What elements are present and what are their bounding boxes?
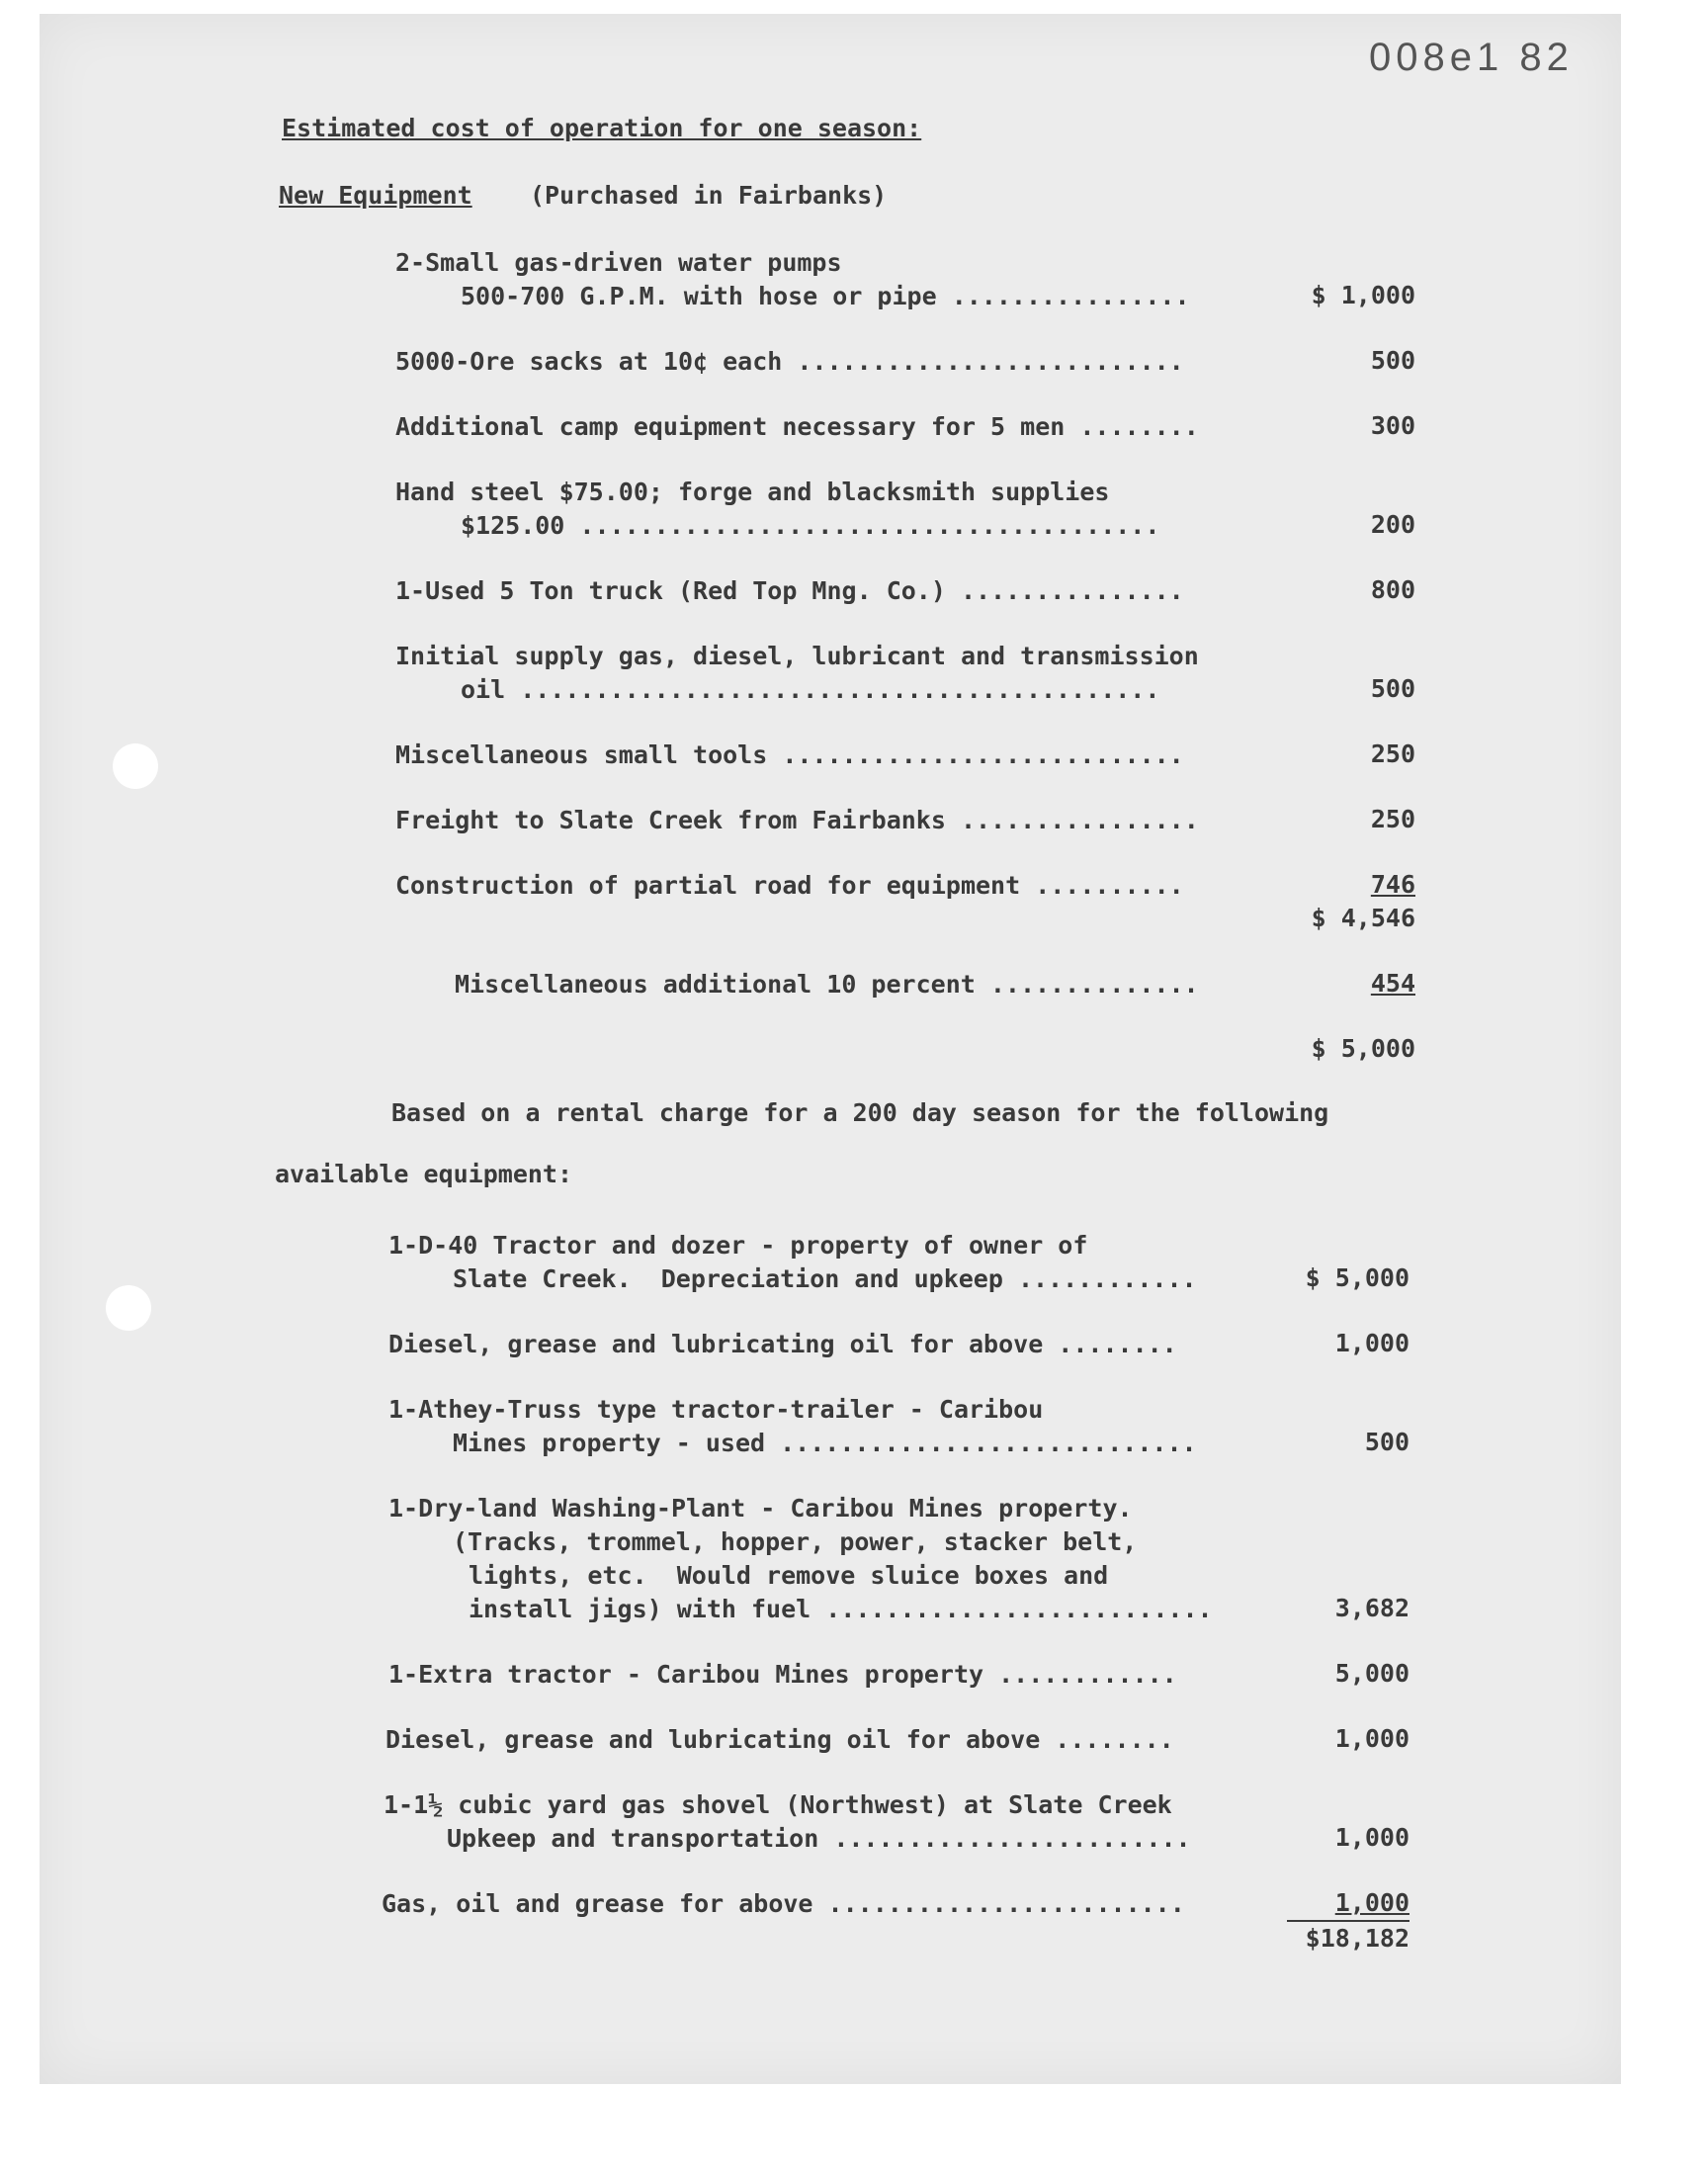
subtotal-amount: $ 4,546: [1311, 904, 1415, 932]
item-line: Slate Creek. Depreciation and upkeep ............: [453, 1264, 1197, 1293]
misc-amount: 454: [1370, 969, 1415, 998]
misc-label: Miscellaneous additional 10 percent ..............: [455, 970, 1199, 999]
item-amount: 500: [1370, 346, 1415, 375]
item-amount: 746: [1370, 870, 1415, 899]
item-amount: 3,682: [1334, 1594, 1409, 1622]
item-amount: 250: [1370, 805, 1415, 833]
total-rule: [1287, 1920, 1409, 1922]
item-line: 500-700 G.P.M. with hose or pipe ................: [461, 282, 1190, 310]
item-line: Initial supply gas, diesel, lubricant and transmission: [395, 642, 1199, 670]
item-line: install jigs) with fuel ..........................: [469, 1595, 1213, 1623]
item-line: Hand steel $75.00; forge and blacksmith supplies: [395, 478, 1110, 506]
item-line: Miscellaneous small tools ...........................: [395, 740, 1184, 769]
item-line: 5000-Ore sacks at 10¢ each ..........................: [395, 347, 1184, 376]
item-line: Diesel, grease and lubricating oil for above ........: [385, 1725, 1174, 1754]
item-line: Diesel, grease and lubricating oil for above ........: [388, 1330, 1177, 1358]
item-line: 1-D-40 Tractor and dozer - property of owner of: [388, 1231, 1088, 1260]
item-amount: 1,000: [1334, 1823, 1409, 1852]
item-amount: 1,000: [1334, 1724, 1409, 1753]
item-amount: 1,000: [1334, 1329, 1409, 1357]
item-line: Upkeep and transportation ........................: [447, 1824, 1191, 1853]
item-line: 2-Small gas-driven water pumps: [395, 248, 842, 277]
page-heading: Estimated cost of operation for one season:: [282, 114, 922, 142]
item-line: Construction of partial road for equipment ..........: [395, 871, 1184, 900]
item-amount: 300: [1370, 411, 1415, 440]
paragraph-line: Based on a rental charge for a 200 day season for the following: [391, 1098, 1329, 1127]
item-amount: 200: [1370, 510, 1415, 539]
item-amount: $ 5,000: [1305, 1263, 1409, 1292]
item-amount: 500: [1370, 674, 1415, 703]
paragraph-line: available equipment:: [275, 1160, 573, 1188]
page-number-stamp: 008e1 82: [1369, 36, 1574, 79]
item-line: $125.00 .......................................: [461, 511, 1160, 540]
item-line: lights, etc. Would remove sluice boxes and: [469, 1561, 1109, 1590]
section-subtitle: (Purchased in Fairbanks): [530, 181, 888, 210]
punch-hole-top: [113, 743, 158, 789]
item-line: (Tracks, trommel, hopper, power, stacker belt,: [453, 1527, 1138, 1556]
item-line: oil ...........................................: [461, 675, 1160, 704]
item-line: Mines property - used ............................: [453, 1429, 1197, 1457]
item-line: 1-Athey-Truss type tractor-trailer - Caribou: [388, 1395, 1044, 1424]
item-amount: 800: [1370, 575, 1415, 604]
item-line: Freight to Slate Creek from Fairbanks ................: [395, 806, 1199, 834]
item-line: Additional camp equipment necessary for 5 men ........: [395, 412, 1199, 441]
grand-total: $18,182: [1305, 1924, 1409, 1953]
section-total: $ 5,000: [1311, 1034, 1415, 1063]
item-amount: 5,000: [1334, 1659, 1409, 1688]
section-title: New Equipment: [279, 181, 472, 210]
item-amount: 250: [1370, 740, 1415, 768]
item-line: 1-Used 5 Ton truck (Red Top Mng. Co.) ...............: [395, 576, 1184, 605]
item-amount: 500: [1364, 1428, 1409, 1456]
item-amount: $ 1,000: [1311, 281, 1415, 309]
item-line: 1-Dry-land Washing-Plant - Caribou Mines property.: [388, 1494, 1133, 1522]
punch-hole-bottom: [106, 1285, 151, 1331]
item-line: Gas, oil and grease for above ........................: [382, 1889, 1185, 1918]
item-line: 1-Extra tractor - Caribou Mines property ............: [388, 1660, 1177, 1689]
item-line: 1-1½ cubic yard gas shovel (Northwest) at Slate Creek: [384, 1790, 1172, 1819]
item-amount: 1,000: [1334, 1888, 1409, 1917]
